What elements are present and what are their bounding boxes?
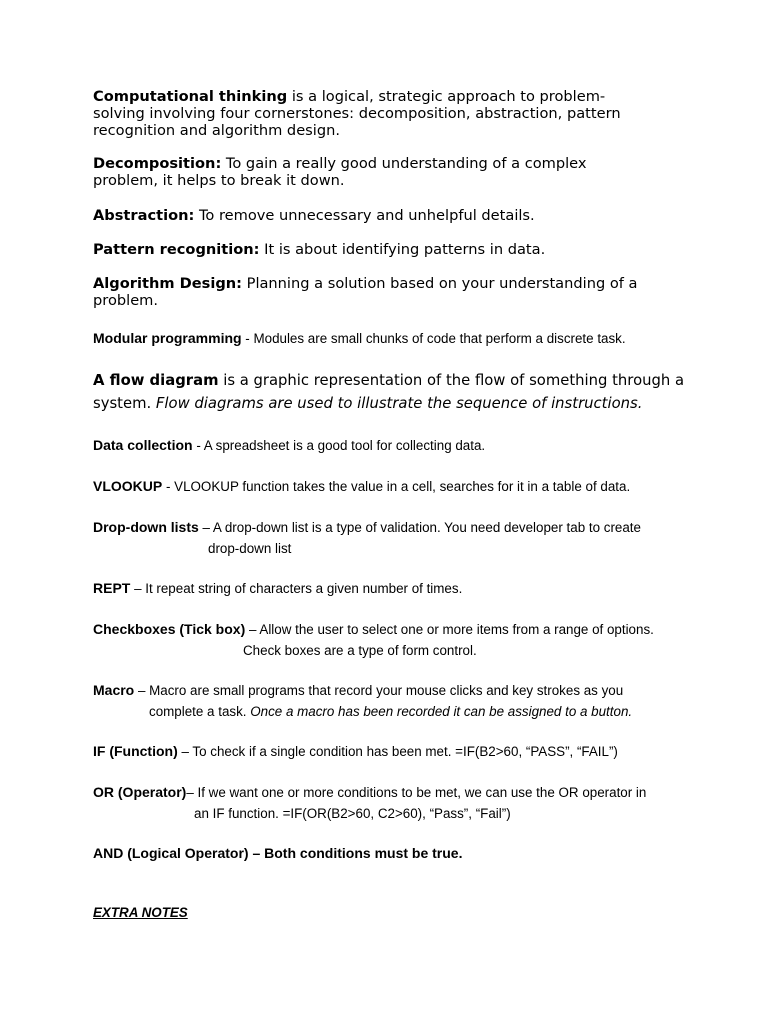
computational-thinking-paragraph <box>93 88 685 139</box>
computational-thinking-line-1: is a logical, strategic approach to problem- <box>287 88 606 105</box>
flow-diagram-paragraph <box>93 369 685 415</box>
algorithm-design-paragraph <box>93 275 685 309</box>
algorithm-design-line-2: problem. <box>93 292 159 309</box>
vlookup-paragraph <box>93 476 685 498</box>
decomposition-line-1: To gain a really good understanding of a complex <box>221 155 587 172</box>
macro-line-2-text: complete a task. <box>149 703 251 719</box>
decomposition-term: Decomposition: <box>93 155 222 172</box>
if-function-term: IF (Function) <box>93 743 178 759</box>
dropdown-lists-paragraph <box>93 517 685 559</box>
computational-thinking-term: Computational thinking <box>93 88 288 105</box>
flow-diagram-line-2-text: system. <box>93 395 156 412</box>
macro-italic-text: Once a macro has been recorded it can be assigned to a button. <box>250 703 633 719</box>
algorithm-design-term: Algorithm Design: <box>93 275 242 292</box>
decomposition-line-2: problem, it helps to break it down. <box>93 172 345 189</box>
and-operator-paragraph <box>93 843 685 865</box>
pattern-recognition-text: It is about identifying patterns in data. <box>259 241 546 258</box>
flow-diagram-term: A flow diagram <box>93 372 219 389</box>
macro-term: Macro <box>93 682 135 698</box>
algorithm-design-line-1: Planning a solution based on your understanding of a <box>242 275 638 292</box>
macro-paragraph <box>93 680 685 722</box>
modular-programming-text: - Modules are small chunks of code that perform a discrete task. <box>241 331 626 346</box>
if-function-paragraph <box>93 741 685 763</box>
data-collection-term: Data collection <box>93 437 193 453</box>
or-operator-paragraph <box>93 782 685 824</box>
modular-programming-term: Modular programming <box>93 330 242 346</box>
abstraction-term: Abstraction: <box>93 207 195 224</box>
abstraction-paragraph <box>93 207 685 224</box>
macro-line-2 <box>93 702 685 723</box>
vlookup-text: - VLOOKUP function takes the value in a cell, searches for it in a table of data. <box>162 479 631 494</box>
checkboxes-line-1: – Allow the user to select one or more items from a range of options. <box>245 622 654 637</box>
or-operator-line-1: – If we want one or more conditions to be met, we can use the OR operator in <box>186 785 647 800</box>
dropdown-lists-term: Drop-down lists <box>93 519 199 535</box>
modular-programming-paragraph <box>93 328 685 350</box>
decomposition-paragraph <box>93 155 685 189</box>
computational-thinking-line-2: solving involving four cornerstones: decomposition, abstraction, pattern <box>93 105 621 122</box>
flow-diagram-line-1: is a graphic representation of the flow of something through a <box>218 372 685 389</box>
rept-paragraph <box>93 578 685 600</box>
abstraction-text: To remove unnecessary and unhelpful details. <box>194 207 535 224</box>
or-operator-line-2: an IF function. =IF(OR(B2>60, C2>60), “Pass”, “Fail”) <box>194 805 511 821</box>
vlookup-term: VLOOKUP <box>93 478 163 494</box>
macro-line-1: – Macro are small programs that record your mouse clicks and key strokes as you <box>134 683 624 698</box>
and-operator-text: – Both conditions must be true. <box>248 845 463 861</box>
if-function-text: – To check if a single condition has been met. =IF(B2>60, “PASS”, “FAIL”) <box>177 744 618 759</box>
computational-thinking-line-3: recognition and algorithm design. <box>93 122 340 139</box>
data-collection-text: - A spreadsheet is a good tool for collecting data. <box>192 438 486 453</box>
extra-notes-heading: EXTRA NOTES <box>93 905 188 920</box>
dropdown-lists-line-2: drop-down list <box>208 540 292 556</box>
rept-term: REPT <box>93 580 131 596</box>
and-operator-term: AND (Logical Operator) <box>93 845 249 861</box>
data-collection-paragraph <box>93 435 685 457</box>
pattern-recognition-term: Pattern recognition: <box>93 241 260 258</box>
rept-text: – It repeat string of characters a given number of times. <box>130 581 463 596</box>
dropdown-lists-line-1: – A drop-down list is a type of validation. You need developer tab to create <box>198 520 641 535</box>
or-operator-term: OR (Operator) <box>93 784 187 800</box>
checkboxes-term: Checkboxes (Tick box) <box>93 621 246 637</box>
flow-diagram-italic-text: Flow diagrams are used to illustrate the sequence of instructions. <box>155 395 643 412</box>
checkboxes-line-2: Check boxes are a type of form control. <box>243 642 477 658</box>
pattern-recognition-paragraph <box>93 241 685 258</box>
flow-diagram-line-2 <box>93 392 685 415</box>
checkboxes-paragraph <box>93 619 685 661</box>
